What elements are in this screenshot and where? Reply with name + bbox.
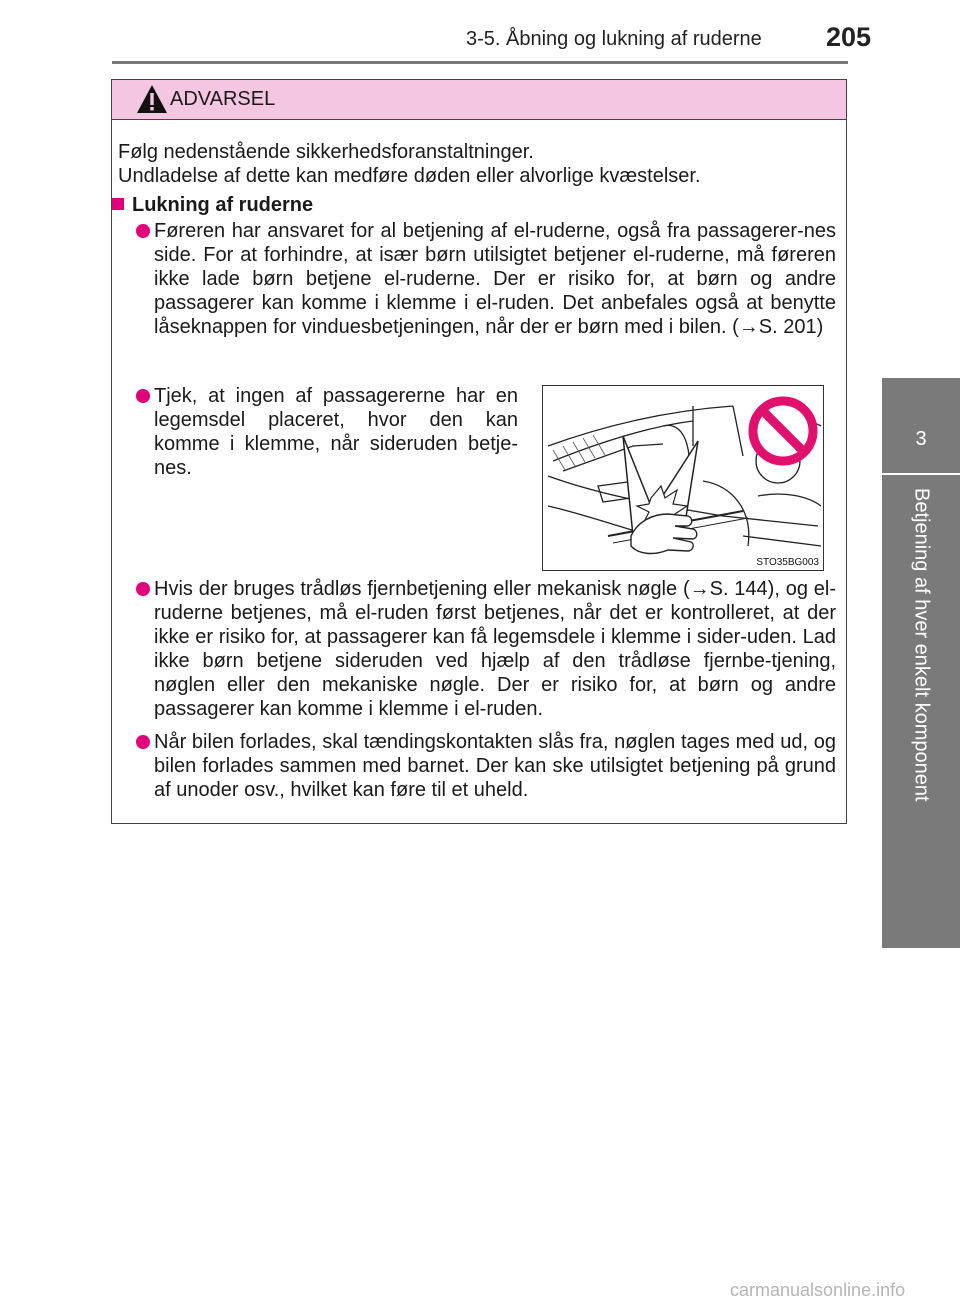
bullet-dot-icon: [136, 389, 150, 403]
bullet-dot-icon: [136, 735, 150, 749]
warning-header: [112, 80, 846, 120]
header-rule: [112, 61, 848, 64]
watermark: carmanualsonline.info: [730, 1280, 906, 1300]
running-header-title: 3-5. Åbning og lukning af ruderne: [466, 28, 762, 50]
bullet-dot-icon: [136, 224, 150, 238]
section-heading: [112, 193, 313, 217]
warning-triangle-icon: [136, 84, 168, 114]
intro-line-2: Undladelse af dette kan medføre døden eller alvorlige kvæstelser.: [118, 165, 701, 187]
list-item-text: Føreren har ansvaret for al betjening af el-ruderne, også fra passagerer-nes side. For at forhindre, at især børn utilsigtet betjener el-ruderne, må føreren ikke lade børn betjene el-ruderne. Der er risiko for, at børn og andre passagerer kan komme i klemme i el-ruden. Det anbefales også at benytte låseknappen for vinduesbetjeningen, når der er børn med i bilen. (→S. 201): [154, 220, 836, 338]
chapter-number: 3: [915, 428, 927, 450]
warning-box: [111, 79, 847, 824]
list-item-text: Når bilen forlades, skal tændingskontakten slås fra, nøglen tages med ud, og bilen forlades sammen med barnet. Der kan ske utilsigtet betjening på grund af unoder osv., hvilket kan føre til et uheld.: [154, 731, 836, 801]
list-item-text: Tjek, at ingen af passagererne har en legemsdel placeret, hvor den kan komme i klemme, når sideruden betje-nes.: [154, 385, 518, 479]
chapter-side-tab: [882, 378, 960, 948]
warning-intro: [118, 140, 838, 188]
warning-title: ADVARSEL: [170, 88, 276, 110]
bullet-dot-icon: [136, 582, 150, 596]
intro-line-1: Følg nedenstående sikkerhedsforanstaltninger.: [118, 141, 534, 163]
page-number: 205: [826, 22, 872, 52]
section-square-icon: [112, 198, 124, 210]
illustration-hand-in-window: [542, 385, 824, 571]
chapter-label: Betjening af hver enkelt komponent: [910, 488, 933, 802]
car-interior-illustration: [543, 386, 823, 570]
illustration-code: STO35BG003: [756, 557, 819, 568]
list-item-text: Hvis der bruges trådløs fjernbetjening eller mekanisk nøgle (→S. 144), og el-ruderne betjenes, må el-ruden først betjenes, når det er kontrolleret, at der ikke er risiko for, at passagerer kan få legemsdele i klemme i sider-uden. Lad ikke børn betjene sideruden ved hjælp af den trådløse fjernbe-tjening, nøglen eller den mekaniske nøgle. Der er risiko for, at børn og andre passagerer kan komme i klemme i el-ruden.: [154, 578, 836, 720]
side-tab-divider: [882, 473, 960, 475]
section-heading-text: Lukning af ruderne: [132, 194, 314, 216]
